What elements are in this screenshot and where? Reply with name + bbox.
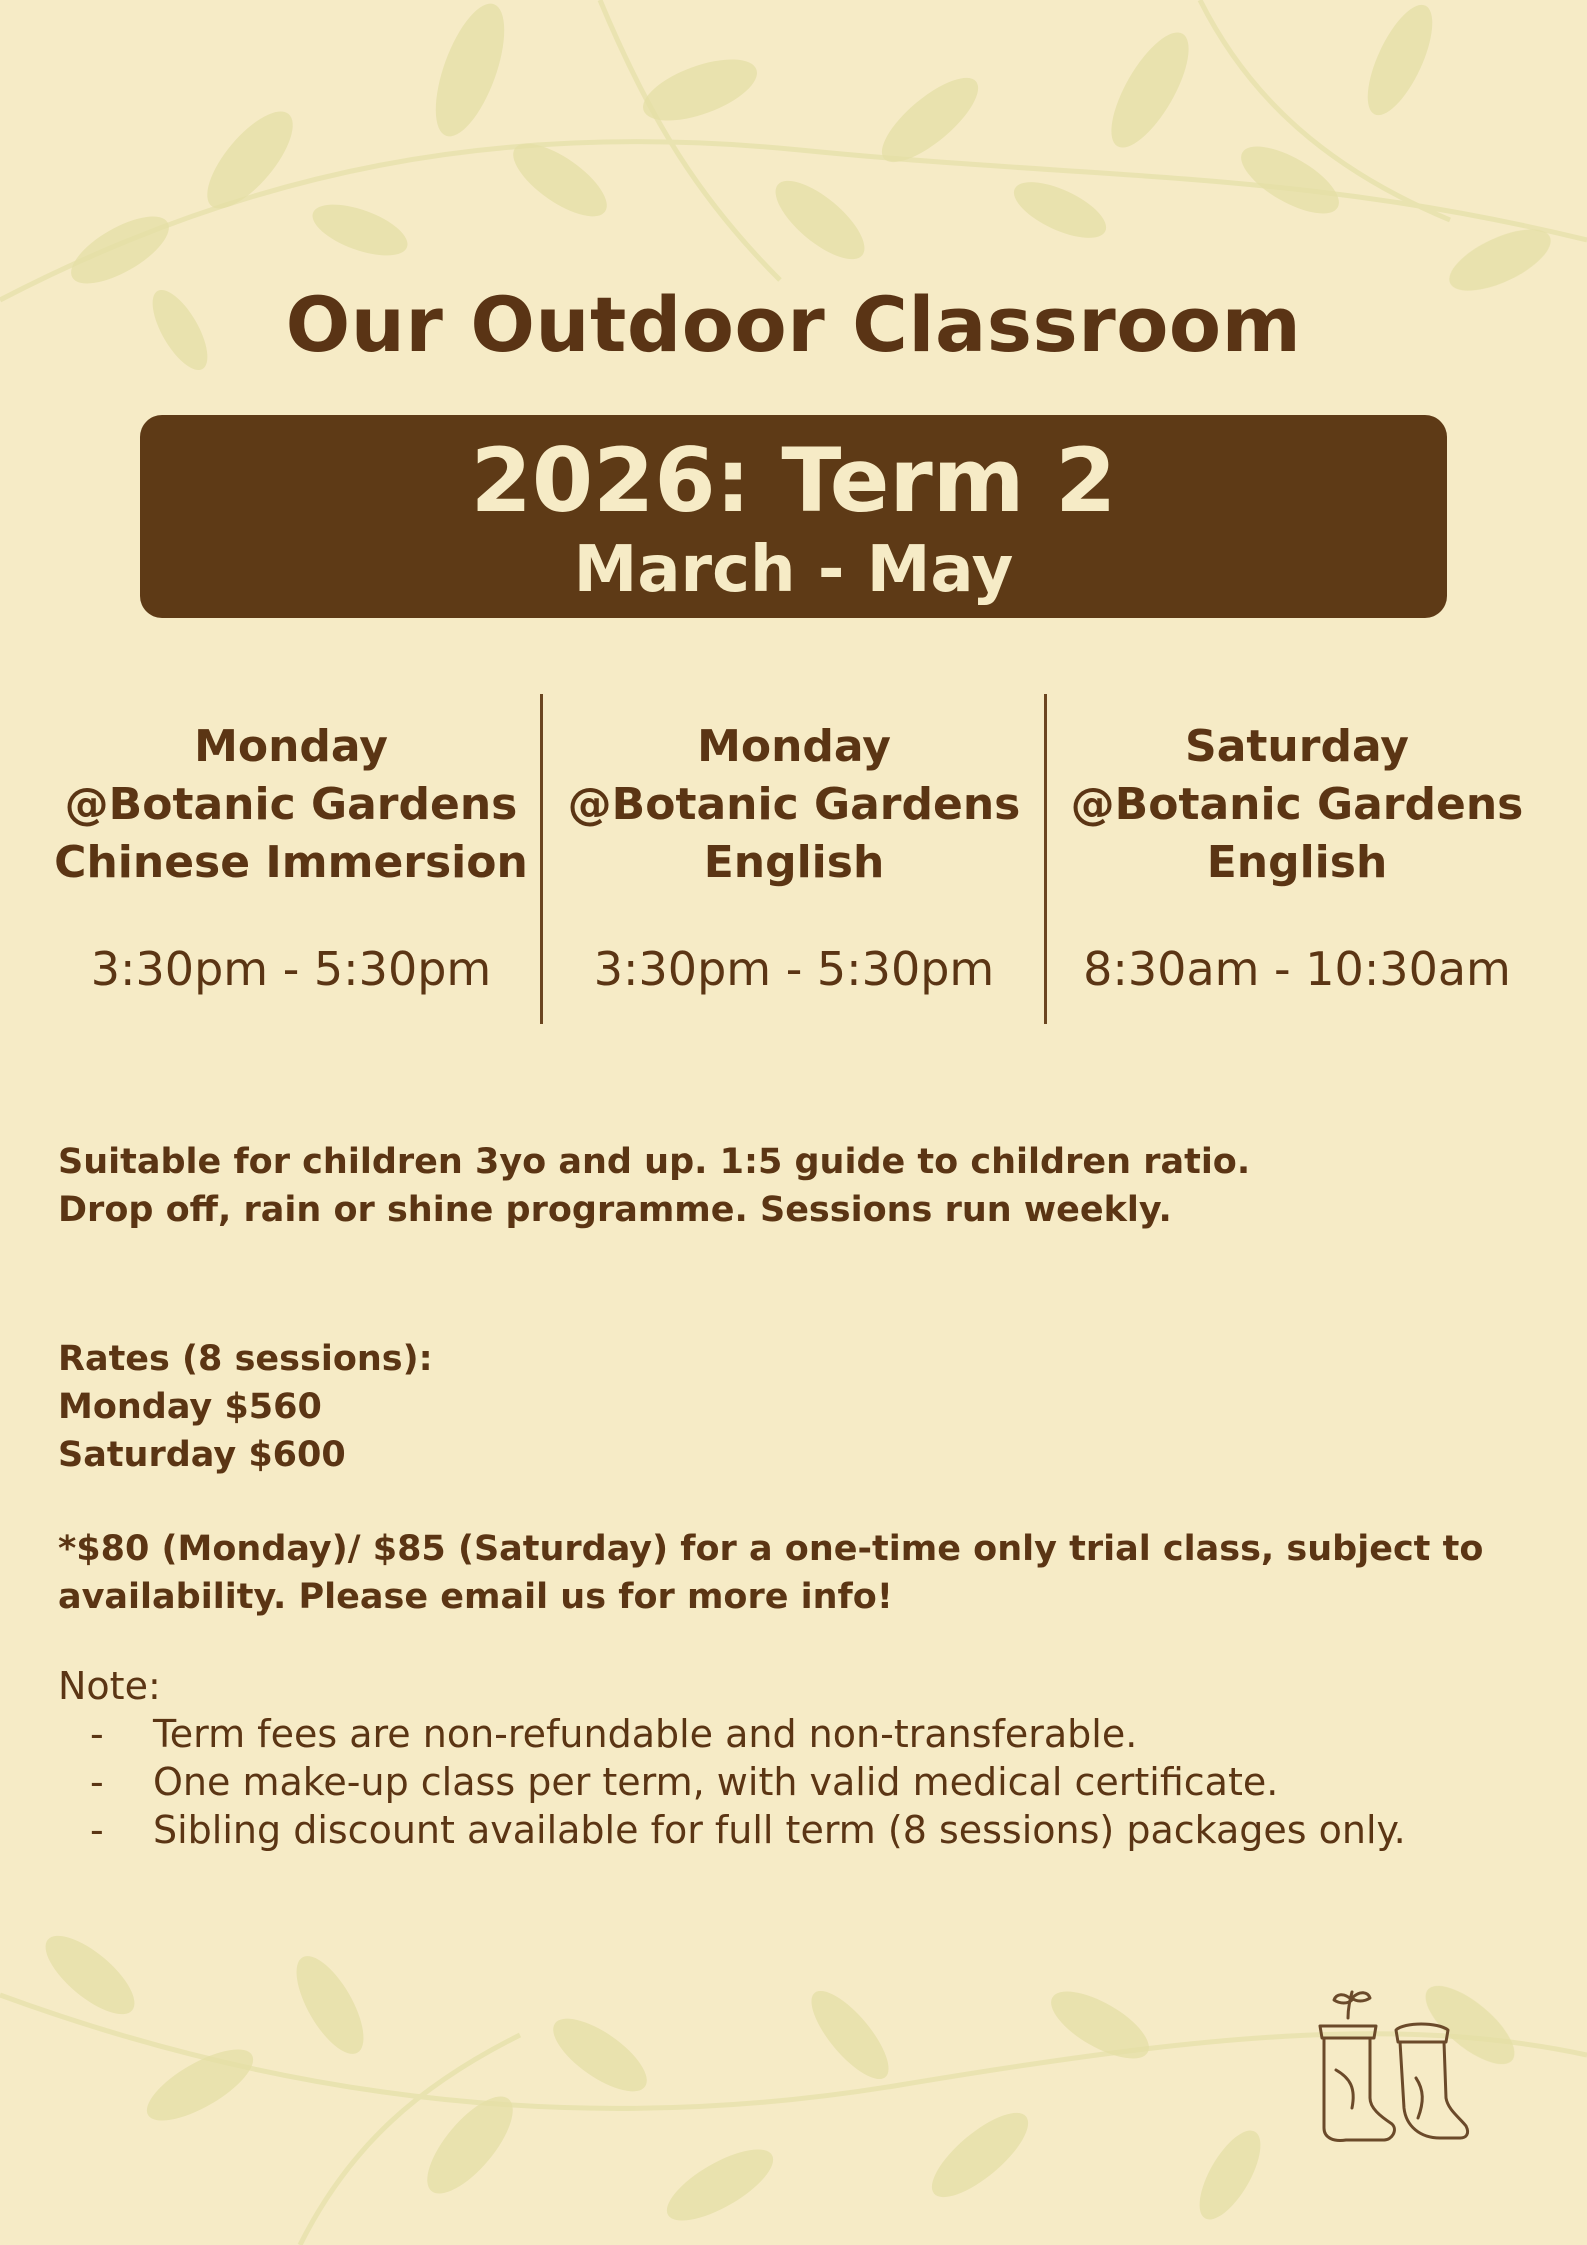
schedule-day: Monday — [697, 721, 891, 772]
bullet-dash: - — [90, 1808, 104, 1852]
trial-line: availability. Please email us for more info! — [58, 1577, 893, 1617]
note-item — [90, 1758, 1510, 1806]
schedule-grid — [40, 694, 1547, 1024]
page-title: Our Outdoor Classroom — [285, 280, 1302, 369]
note-label: Note: — [58, 1664, 161, 1708]
term-label: 2026: Term 2 — [470, 429, 1117, 532]
note-item — [90, 1710, 1510, 1758]
rate-saturday: Saturday $600 — [58, 1435, 346, 1475]
boots-sprout-logo-icon — [1300, 1978, 1480, 2158]
note-text: One make-up class per term, with valid medical certificate. — [153, 1760, 1279, 1804]
trial-line: *$80 (Monday)/ $85 (Saturday) for a one-time only trial class, subject to — [58, 1529, 1484, 1569]
note-text: Sibling discount available for full term (8 sessions) packages only. — [153, 1808, 1406, 1852]
schedule-venue: @Botanic Gardens — [567, 779, 1021, 830]
rates-section — [58, 1335, 1518, 1479]
schedule-time: 3:30pm - 5:30pm — [90, 942, 492, 996]
schedule-day: Saturday — [1185, 721, 1409, 772]
schedule-language: English — [703, 837, 885, 888]
rate-monday: Monday $560 — [58, 1387, 322, 1427]
program-description — [58, 1138, 1518, 1234]
schedule-venue: @Botanic Gardens — [64, 779, 518, 830]
note-text: Term fees are non-refundable and non-transferable. — [153, 1712, 1138, 1756]
term-months: March - May — [573, 533, 1014, 607]
term-banner — [140, 415, 1447, 618]
description-line: Drop off, rain or shine programme. Sessions run weekly. — [58, 1190, 1172, 1230]
schedule-column-monday-english — [543, 694, 1045, 1024]
schedule-column-saturday-english — [1046, 694, 1548, 1024]
schedule-time: 8:30am - 10:30am — [1083, 942, 1511, 996]
schedule-column-monday-chinese — [40, 694, 542, 1024]
schedule-day: Monday — [194, 721, 388, 772]
bullet-dash: - — [90, 1760, 104, 1804]
note-item — [90, 1806, 1510, 1854]
schedule-time: 3:30pm - 5:30pm — [593, 942, 995, 996]
schedule-language: English — [1206, 837, 1388, 888]
trial-info — [58, 1525, 1518, 1621]
rates-heading: Rates (8 sessions): — [58, 1339, 433, 1379]
description-line: Suitable for children 3yo and up. 1:5 guide to children ratio. — [58, 1142, 1251, 1182]
schedule-language: Chinese Immersion — [54, 837, 528, 888]
schedule-venue: @Botanic Gardens — [1070, 779, 1524, 830]
bullet-dash: - — [90, 1712, 104, 1756]
notes-list — [90, 1710, 1510, 1854]
